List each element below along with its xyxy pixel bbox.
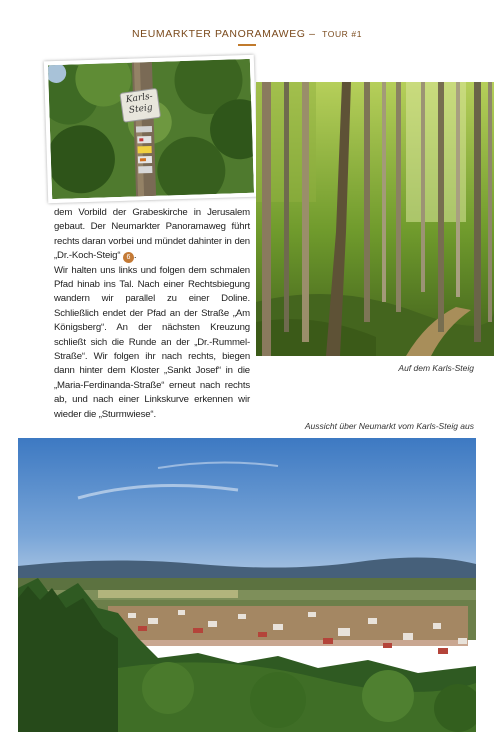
body-text (54, 206, 250, 422)
header-separator: – (309, 28, 316, 40)
header-divider (238, 44, 256, 46)
sign-line-1: Karls- (125, 91, 154, 106)
running-header (0, 28, 494, 40)
paragraph-2: Wir halten uns links und folgen dem schmalen Pfad hinab ins Tal. Nach einer Rechtsbiegung wandern wir parallel zu einer Doline. Schließlich endet der Pfad an der Straße „Am Königsberg“. An der nächsten Kreuzung schließt sich die Runde an der „Dr.-Rummel-Straße“. Wir folgen ihr nach rechts, biegen dann hinter dem Kloster „Sankt Josef“ in die „Maria-Ferdinanda-Straße“ erneut nach rechts ab, und nach einer Linkskurve erkennen wir wieder die „Sturmwiese“. (54, 264, 250, 420)
signpost-photo-image (48, 59, 254, 199)
paragraph-1 (54, 206, 250, 264)
waypoint-marker: 6 (123, 252, 134, 263)
sign-line-2: Steig (128, 102, 154, 116)
header-title: NEUMARKTER PANORAMAWEG (131, 28, 306, 40)
header-tour: TOUR #1 (322, 29, 363, 39)
forest-photo (256, 82, 494, 356)
paragraph-1-text: dem Vorbild der Grabeskirche in Jerusalem gebaut. Der Neumarkter Panoramaweg führt rechts daran vorbei und mündet dahinter in den „Dr.-Koch-Steig“ (54, 207, 250, 262)
forest-caption: Auf dem Karls-Steig (398, 363, 474, 373)
karls-steig-sign (119, 88, 161, 123)
panorama-photo (18, 438, 476, 732)
paragraph-1-end: . (133, 250, 137, 262)
signpost-photo (44, 55, 258, 204)
panorama-caption: Aussicht über Neumarkt vom Karls-Steig aus (304, 421, 474, 431)
